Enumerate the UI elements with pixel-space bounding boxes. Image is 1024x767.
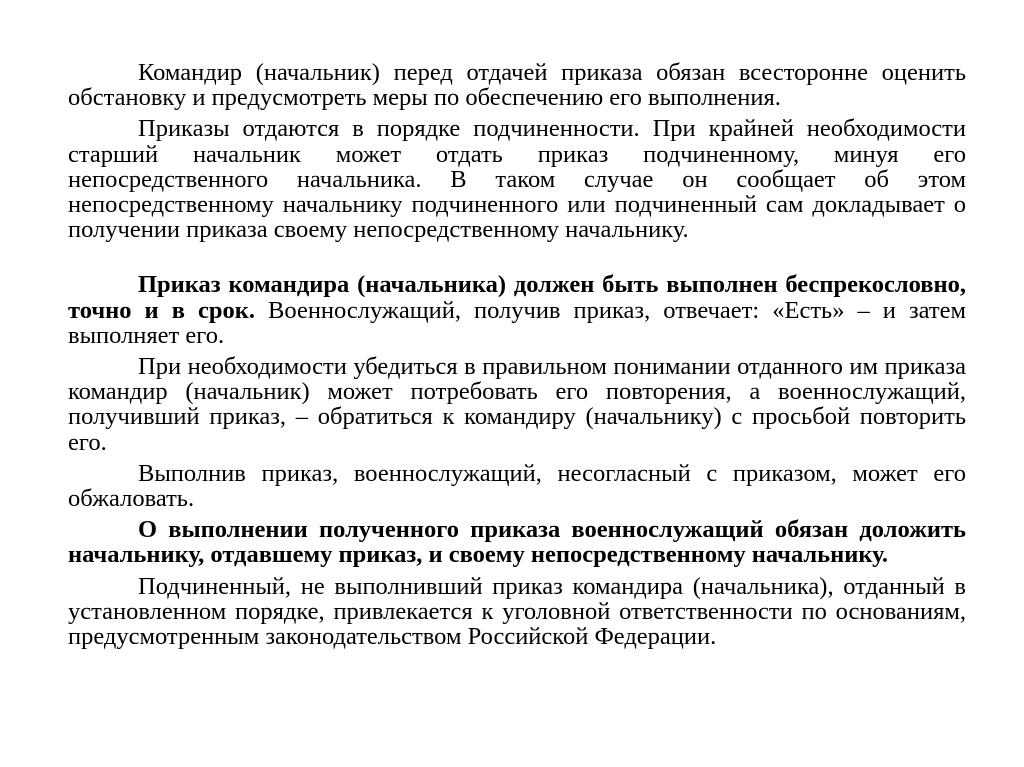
paragraph-order-chain xyxy=(68,116,966,242)
paragraph-text: Подчиненный, не выполнивший приказ командира (начальника), отданный в установленном порядке, привлекается к уголовной ответственности по основаниям, предусмотренным законодательством Российской Федерации. xyxy=(68,572,966,651)
paragraph-order-assessment xyxy=(68,60,966,110)
paragraph-order-report xyxy=(68,517,966,567)
paragraph-text: При необходимости убедиться в правильном понимании отданного им приказа командир (начальник) может потребовать его повторения, а военнослужащий, получивший приказ, – обратиться к командиру (начальнику) с просьбой повторить его. xyxy=(68,353,966,456)
paragraph-text: Военнослужащий, получив приказ, отвечает: «Есть» – и затем выполняет его. xyxy=(68,296,966,349)
paragraph-bold-text: О выполнении полученного приказа военнослужащий обязан доложить начальнику, отдавшему приказ, и своему непосредственному начальнику. xyxy=(68,516,966,569)
paragraph-text: Командир (начальник) перед отдачей приказа обязан всесторонне оценить обстановку и предусмотреть меры по обеспечению его выполнения. xyxy=(68,59,966,112)
paragraph-order-appeal xyxy=(68,461,966,511)
paragraph-order-liability xyxy=(68,574,966,650)
paragraph-text: Приказы отдаются в порядке подчиненности. При крайней необходимости старший начальник может отдать приказ подчиненному, минуя его непосредственного начальника. В таком случае он сообщает об этом непосредственному начальнику подчиненного или подчиненный сам докладывает о получении приказа своему непосредственному начальнику. xyxy=(68,115,966,244)
paragraph-order-repeat xyxy=(68,354,966,455)
paragraph-text: Выполнив приказ, военнослужащий, несогласный с приказом, может его обжаловать. xyxy=(68,459,966,513)
paragraph-bold-text: Приказ командира (начальника) должен быть выполнен беспрекословно, точно и в срок. xyxy=(68,271,966,324)
paragraph-order-execution xyxy=(68,272,966,348)
document-page xyxy=(68,60,966,655)
